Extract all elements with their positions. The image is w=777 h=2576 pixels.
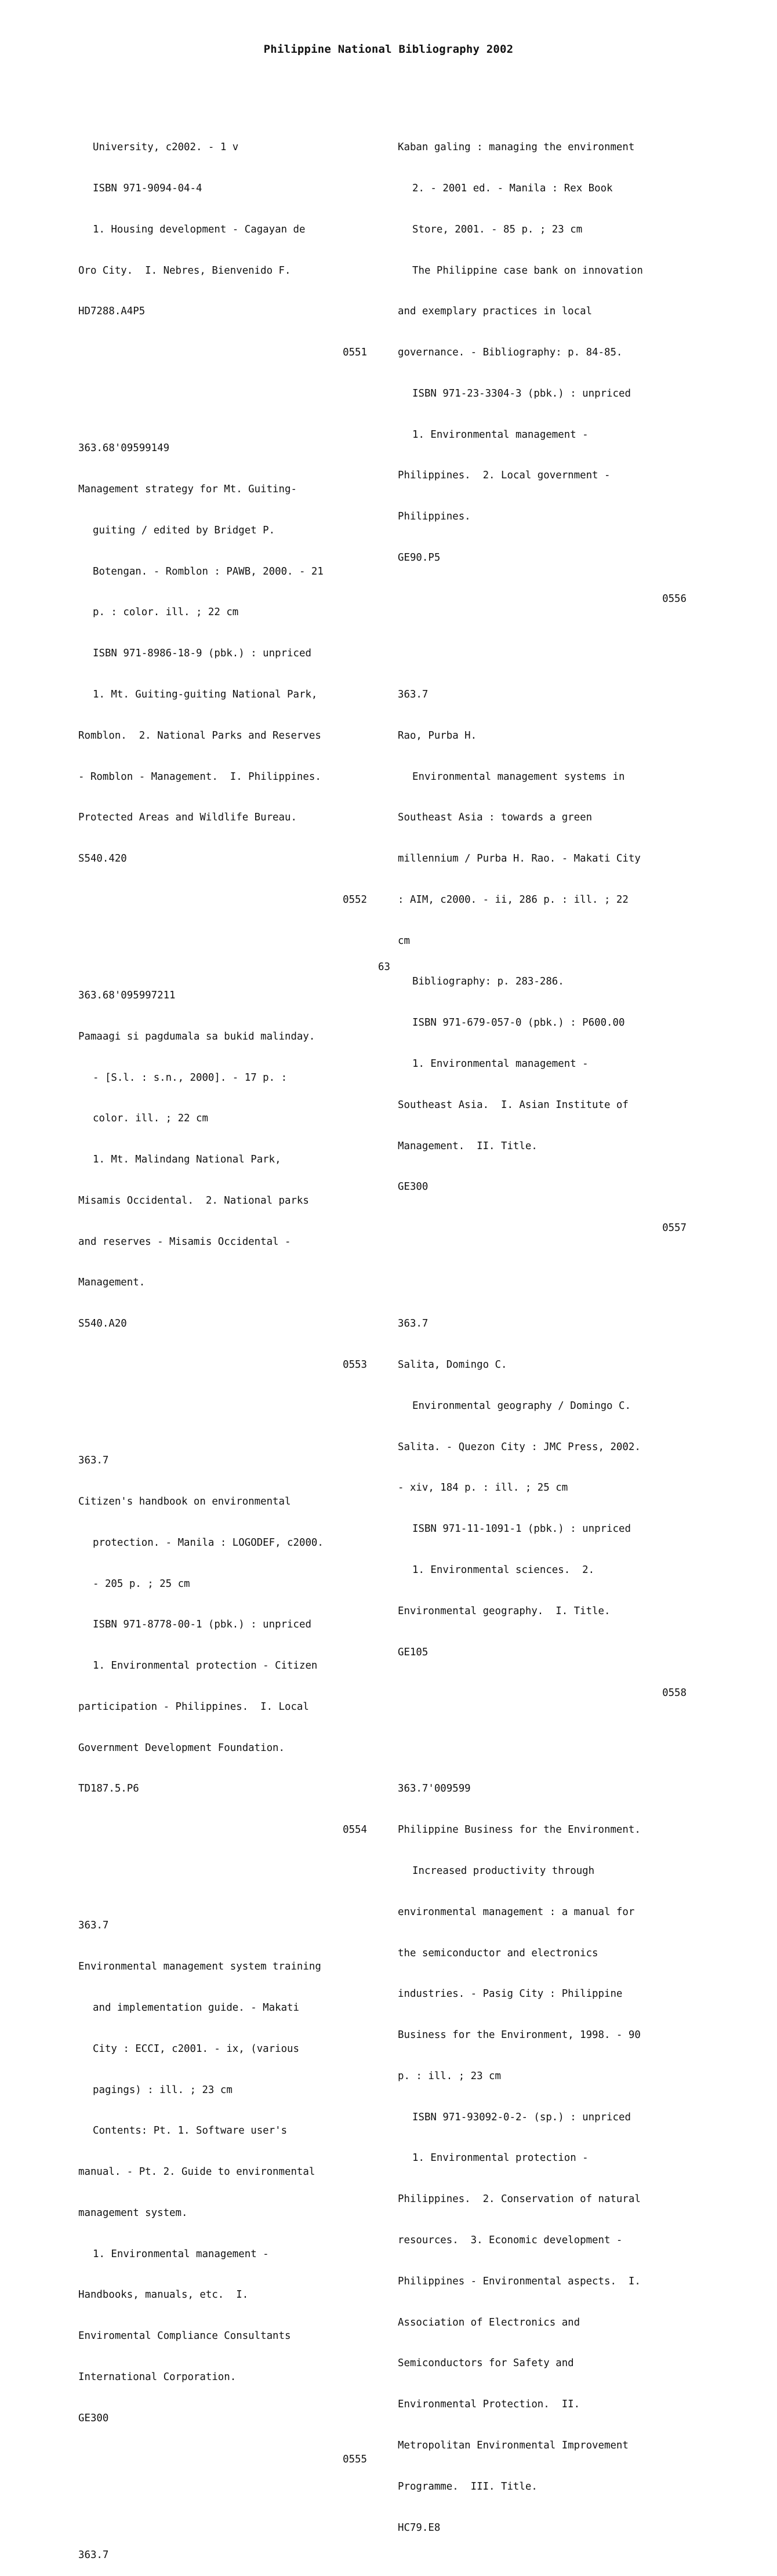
entry-call-number: S540.420 <box>78 853 127 865</box>
entry-number: 0557 <box>662 1222 687 1234</box>
entry-line: : AIM, c2000. - ii, 286 p. : ill. ; 22 <box>398 893 629 906</box>
entry-classification: 363.7 <box>78 1920 109 1932</box>
entry-subject: 1. Environmental protection - <box>412 2152 589 2164</box>
entry-line: industries. - Pasig City : Philippine <box>398 1988 623 2000</box>
entry-line: Business for the Environment, 1998. - 90 <box>398 2029 641 2041</box>
entry-classification: 363.68'095997211 <box>78 990 176 1001</box>
entry-note: Bibliography: p. 283-286. <box>412 976 564 988</box>
entry-line: University, c2002. - 1 v <box>93 141 239 154</box>
entry-subject: Management. <box>78 1277 146 1289</box>
entry-line: - 205 p. ; 25 cm <box>93 1578 190 1590</box>
entry-line: color. ill. ; 22 cm <box>93 1113 208 1125</box>
entry-subject: Misamis Occidental. 2. National parks <box>78 1194 309 1207</box>
entry-line: and implementation guide. - Makati <box>93 2001 299 2014</box>
entry-call-number: GE300 <box>78 2412 109 2424</box>
entry-subject: Philippines - Environmental aspects. I. <box>398 2275 641 2287</box>
entry-subject: International Corporation. <box>78 2371 237 2383</box>
entry-line: Botengan. - Romblon : PAWB, 2000. - 21 <box>93 565 324 577</box>
entry-isbn: ISBN 971-679-057-0 (pbk.) : P600.00 <box>412 1017 625 1029</box>
entry-subject: Association of Electronics and <box>398 2316 580 2328</box>
entry-title: Kaban galing : managing the environment <box>398 141 635 154</box>
entry-number: 0553 <box>343 1359 367 1371</box>
entry-classification: 363.7 <box>398 688 429 700</box>
entry-subject: 1. Housing development - Cagayan de <box>93 223 306 235</box>
entry-call-number: HC79.E8 <box>398 2521 441 2534</box>
entry-isbn: ISBN 971-11-1091-1 (pbk.) : unpriced <box>412 1523 631 1535</box>
page-number: 63 <box>378 961 390 973</box>
entry-subject: Philippines. 2. Local government - <box>398 470 611 482</box>
entry-line: the semiconductor and electronics <box>398 1947 598 1959</box>
entry-line: p. : color. ill. ; 22 cm <box>93 606 239 619</box>
entry-classification: 363.7 <box>78 1455 109 1467</box>
entry-number: 0555 <box>343 2453 367 2465</box>
entry-title: Increased productivity through <box>412 1865 595 1877</box>
entry-line: Southeast Asia : towards a green <box>398 812 593 824</box>
entry-classification: 363.7'009599 <box>398 1783 471 1795</box>
entry-number: 0552 <box>343 893 367 906</box>
entry-number: 0551 <box>343 347 367 359</box>
entry-classification: 363.7 <box>78 2549 109 2561</box>
entry-title: Environmental geography / Domingo C. <box>412 1400 631 1412</box>
entry-subject: 1. Mt. Guiting-guiting National Park, <box>93 688 318 700</box>
entry-line: environmental management : a manual for <box>398 1906 635 1918</box>
entry-call-number: GE300 <box>398 1181 429 1193</box>
entry-line: protection. - Manila : LOGODEF, c2000. <box>93 1536 324 1549</box>
entry-subject: participation - Philippines. I. Local <box>78 1701 309 1713</box>
left-column <box>78 114 368 2576</box>
entry-subject: - Romblon - Management. I. Philippines. <box>78 771 321 783</box>
entry-subject: Enviromental Compliance Consultants <box>78 2330 291 2342</box>
entry-subject: Protected Areas and Wildlife Bureau. <box>78 812 297 824</box>
entry-line: - [S.l. : s.n., 2000]. - 17 p. : <box>93 1071 288 1084</box>
entry-author: Philippine Business for the Environment. <box>398 1824 641 1836</box>
entry-subject: Southeast Asia. I. Asian Institute of <box>398 1099 629 1111</box>
entry-subject: Romblon. 2. National Parks and Reserves <box>78 729 321 742</box>
entry-call-number: S540.A20 <box>78 1318 127 1330</box>
entry-subject: Philippines. 2. Conservation of natural <box>398 2193 641 2206</box>
entry-note: management system. <box>78 2207 188 2219</box>
entry-note: and exemplary practices in local <box>398 306 593 318</box>
entry-title: Environmental management system training <box>78 1961 321 1973</box>
entry-subject: 1. Environmental management - <box>412 428 589 441</box>
entry-number: 0558 <box>662 1687 687 1699</box>
entry-subject: 1. Environmental management - <box>412 1058 589 1070</box>
entry-line: 2. - 2001 ed. - Manila : Rex Book <box>412 182 613 194</box>
entry-isbn: ISBN 971-9094-04-4 <box>93 182 202 194</box>
entry-subject: 1. Environmental sciences. 2. <box>412 1564 595 1576</box>
entry-line: p. : ill. ; 23 cm <box>398 2070 501 2082</box>
entry-subject: Programme. III. Title. <box>398 2480 538 2493</box>
entry-subject: 1. Mt. Malindang National Park, <box>93 1154 281 1166</box>
entry-subject: 1. Environmental management - <box>93 2248 269 2260</box>
entry-note: manual. - Pt. 2. Guide to environmental <box>78 2166 315 2178</box>
entry-title: Management strategy for Mt. Guiting- <box>78 484 297 496</box>
page-title: Philippine National Bibliography 2002 <box>263 43 514 56</box>
entry-number: 0554 <box>343 1824 367 1836</box>
entry-subject: Environmental Protection. II. <box>398 2399 580 2411</box>
entry-subject: 1. Environmental protection - Citizen <box>93 1660 318 1672</box>
entry-subject: Oro City. I. Nebres, Bienvenido F. <box>78 264 291 277</box>
entry-call-number: TD187.5.P6 <box>78 1783 139 1795</box>
entry-subject: Management. II. Title. <box>398 1140 538 1152</box>
entry-call-number: GE90.P5 <box>398 552 441 564</box>
entry-note: Contents: Pt. 1. Software user's <box>93 2125 288 2137</box>
entry-classification: 363.7 <box>398 1318 429 1330</box>
entry-line: Store, 2001. - 85 p. ; 23 cm <box>412 223 583 235</box>
entry-line: millennium / Purba H. Rao. - Makati City <box>398 853 641 865</box>
entry-isbn: ISBN 971-23-3304-3 (pbk.) : unpriced <box>412 387 631 399</box>
entry-subject: Metropolitan Environmental Improvement <box>398 2439 629 2451</box>
entry-line: - xiv, 184 p. : ill. ; 25 cm <box>398 1482 568 1494</box>
entry-subject: Philippines. <box>398 511 471 523</box>
entry-number: 0556 <box>662 593 687 605</box>
right-column <box>398 114 688 2549</box>
entry-title: Environmental management systems in <box>412 771 625 783</box>
entry-subject: Government Development Foundation. <box>78 1742 285 1754</box>
entry-subject: and reserves - Misamis Occidental - <box>78 1236 291 1248</box>
entry-title: Citizen's handbook on environmental <box>78 1495 291 1507</box>
entry-line: City : ECCI, c2001. - ix, (various <box>93 2043 299 2055</box>
entry-call-number: GE105 <box>398 1646 429 1658</box>
entry-note: The Philippine case bank on innovation <box>412 264 643 277</box>
entry-line: guiting / edited by Bridget P. <box>93 524 275 536</box>
entry-classification: 363.68'09599149 <box>78 442 170 455</box>
entry-line: cm <box>398 935 410 947</box>
entry-subject: resources. 3. Economic development - <box>398 2235 623 2247</box>
entry-isbn: ISBN 971-93092-0-2- (sp.) : unpriced <box>412 2111 631 2123</box>
entry-author: Rao, Purba H. <box>398 729 477 742</box>
entry-line: Salita. - Quezon City : JMC Press, 2002. <box>398 1441 641 1453</box>
entry-subject: Environmental geography. I. Title. <box>398 1605 611 1617</box>
entry-author: Salita, Domingo C. <box>398 1359 507 1371</box>
entry-subject: Handbooks, manuals, etc. I. <box>78 2289 249 2301</box>
entry-title: Pamaagi si pagdumala sa bukid malinday. <box>78 1030 315 1042</box>
entry-call-number: HD7288.A4P5 <box>78 306 146 318</box>
entry-isbn: ISBN 971-8778-00-1 (pbk.) : unpriced <box>93 1619 311 1631</box>
entry-line: pagings) : ill. ; 23 cm <box>93 2084 233 2096</box>
entry-note: governance. - Bibliography: p. 84-85. <box>398 347 623 359</box>
entry-subject: Semiconductors for Safety and <box>398 2357 574 2370</box>
entry-isbn: ISBN 971-8986-18-9 (pbk.) : unpriced <box>93 648 311 660</box>
